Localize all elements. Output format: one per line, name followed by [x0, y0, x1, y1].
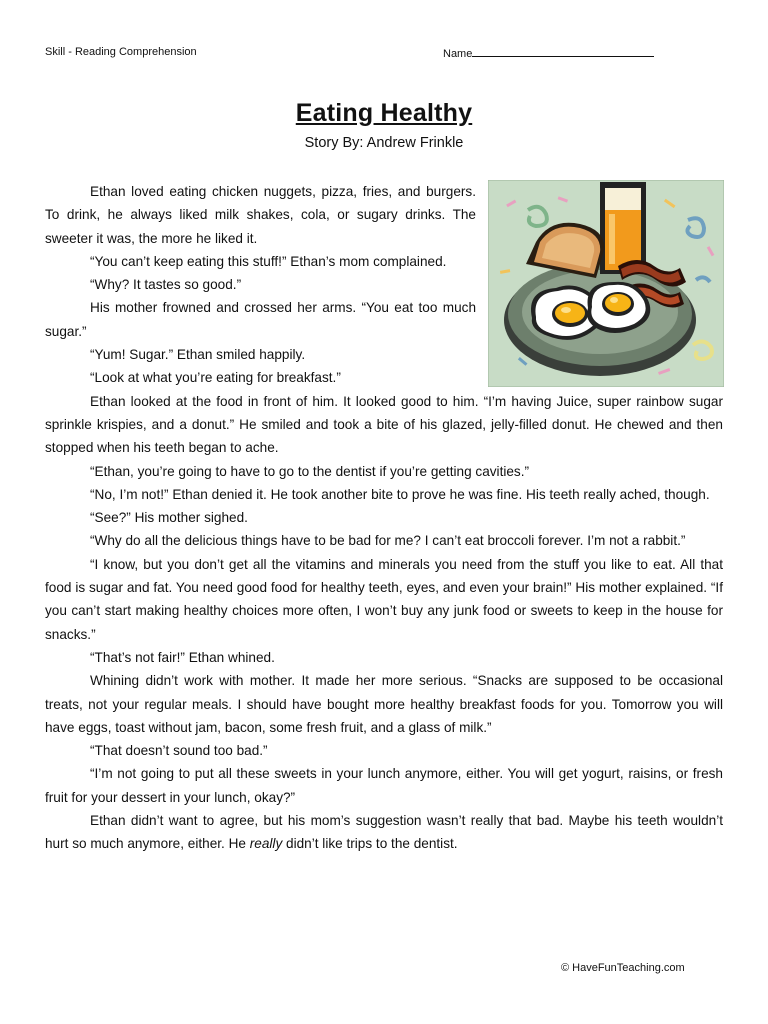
- name-label: Name: [443, 48, 473, 60]
- story-body: [45, 180, 723, 856]
- story-paragraph: His mother frowned and crossed her arms. “You eat too much sugar.”: [45, 300, 476, 339]
- skill-label: Skill - Reading Comprehension: [45, 46, 197, 58]
- story-paragraph: “I know, but you don’t get all the vitamins and minerals you need from the stuff you like to eat. All that food is sugar and fat. You need good food for healthy teeth, eyes, and even your brain!” His mother explained. “If you can’t start making healthy choices more often, I won’t buy any junk food or sweets to keep in the house for snacks.”: [45, 556, 723, 642]
- story-byline: Story By: Andrew Frinkle: [304, 135, 464, 151]
- story-paragraph: Whining didn’t work with mother. It made her more serious. “Snacks are supposed to be occasional treats, not your regular meals. I should have bought more healthy breakfast foods for you. Tomorrow you will have eggs, toast without jam, bacon, some fresh fruit, and a glass of milk.”: [45, 673, 723, 735]
- story-paragraph: “See?” His mother sighed.: [90, 510, 248, 526]
- page-title: Eating Healthy: [295, 99, 473, 127]
- story-paragraph: “Ethan, you’re going to have to go to the dentist if you’re getting cavities.”: [90, 463, 530, 479]
- story-paragraph: Ethan looked at the food in front of him. It looked good to him. “I’m having Juice, super rainbow sugar sprinkle krispies, and a donut.” He smiled and took a bite of his glazed, jelly-filled donut. He chewed and then stopped when his teeth began to ache.: [45, 393, 723, 456]
- breakfast-plate-illustration: [488, 180, 724, 387]
- story-paragraph: “That doesn’t sound too bad.”: [90, 743, 268, 759]
- story-paragraph: “That’s not fair!” Ethan whined.: [90, 649, 275, 665]
- story-paragraph-final: Ethan didn’t want to agree, but his mom’s suggestion wasn’t really that bad. Maybe his teeth wouldn’t hurt so much anymore, either. He really didn’t like trips to the dentist.: [45, 813, 723, 852]
- story-paragraph: Ethan loved eating chicken nuggets, pizza, fries, and burgers. To drink, he always liked milk shakes, cola, or sugary drinks. The sweeter it was, the more he liked it.: [45, 184, 476, 246]
- name-field: [443, 46, 654, 60]
- story-paragraph: “Why? It tastes so good.”: [90, 277, 242, 293]
- name-blank-line: [472, 46, 654, 57]
- story-paragraph: “No, I’m not!” Ethan denied it. He took another bite to prove he was fine. His teeth really ached, though.: [90, 486, 710, 502]
- story-paragraph: “Yum! Sugar.” Ethan smiled happily.: [90, 347, 306, 363]
- story-paragraph: “I’m not going to put all these sweets in your lunch anymore, either. You will get yogurt, raisins, or fresh fruit for your dessert in your lunch, okay?”: [45, 766, 723, 805]
- story-paragraph: “Why do all the delicious things have to be bad for me? I can’t eat broccoli forever. I’m not a rabbit.”: [90, 533, 686, 549]
- copyright-footer: © HaveFunTeaching.com: [561, 962, 685, 974]
- story-paragraph: “Look at what you’re eating for breakfast.”: [90, 370, 341, 386]
- story-paragraph: “You can’t keep eating this stuff!” Ethan’s mom complained.: [90, 253, 447, 269]
- emphasis-really: really: [249, 836, 283, 852]
